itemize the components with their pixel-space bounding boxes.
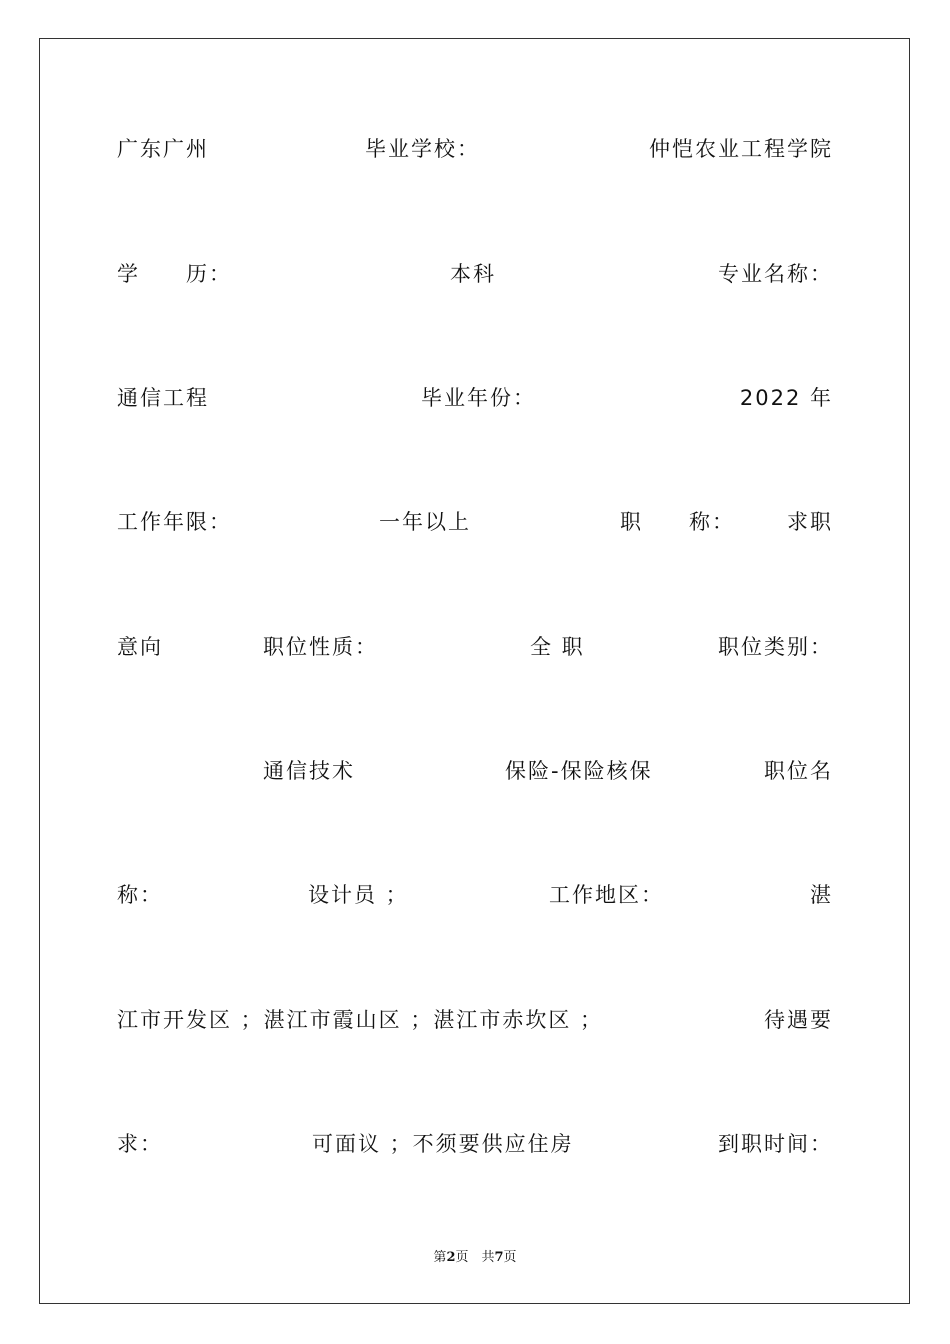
text-segment: 专业名称： <box>718 262 833 286</box>
text-segment: 工作地区： <box>549 883 664 907</box>
text-segment: 本科 <box>450 262 496 286</box>
text-segment: 职位类别： <box>718 635 833 659</box>
text-segment: 保险-保险核保 <box>505 759 653 783</box>
text-segment: 通信技术 <box>263 759 355 783</box>
text-segment: 职位性质： <box>263 635 378 659</box>
text-segment: 毕业学校： <box>365 137 480 161</box>
text-line-5 <box>117 627 833 667</box>
text-line-7 <box>117 875 833 915</box>
text-line-4 <box>117 502 833 542</box>
text-segment: 湛 <box>810 883 833 907</box>
text-segment: 2022 年 <box>739 386 833 410</box>
text-line-2 <box>117 254 833 294</box>
text-segment: 一年以上 <box>379 510 471 534</box>
text-line-6 <box>117 751 833 791</box>
text-segment: 毕业年份： <box>421 386 536 410</box>
text-segment: 职 称： <box>620 510 735 534</box>
text-segment: 职位名 <box>764 759 833 783</box>
text-segment: 求： <box>117 1132 163 1156</box>
text-segment: 可面议 ；不须要供应住房 <box>312 1132 574 1156</box>
text-segment: 求职 <box>787 510 833 534</box>
footer-page-prefix: 第 <box>433 1250 447 1265</box>
footer-page-total: 7 <box>494 1250 504 1265</box>
text-segment: 设计员 ； <box>308 883 409 907</box>
text-segment: 江市开发区 ；湛江市霞山区 ；湛江市赤坎区 ； <box>117 1008 604 1032</box>
footer-page-suffix: 页 <box>503 1250 517 1265</box>
text-segment: 仲恺农业工程学院 <box>649 137 833 161</box>
text-segment: 意向 <box>117 635 163 659</box>
text-segment: 工作年限： <box>117 510 232 534</box>
text-segment: 学 历： <box>117 262 232 286</box>
text-segment: 广东广州 <box>117 137 209 161</box>
text-line-1 <box>117 129 833 169</box>
text-line-3 <box>117 378 833 418</box>
page-footer <box>0 1246 950 1265</box>
page-border <box>39 38 910 1304</box>
text-segment: 待遇要 <box>764 1008 833 1032</box>
text-segment: 到职时间： <box>718 1132 833 1156</box>
footer-page-mid: 页 共 <box>455 1250 495 1265</box>
text-segment: 全 职 <box>530 635 585 659</box>
text-segment: 称： <box>117 883 163 907</box>
text-segment: 通信工程 <box>117 386 209 410</box>
text-line-9 <box>117 1124 833 1164</box>
footer-page-current: 2 <box>446 1250 456 1265</box>
text-line-8 <box>117 1000 833 1040</box>
